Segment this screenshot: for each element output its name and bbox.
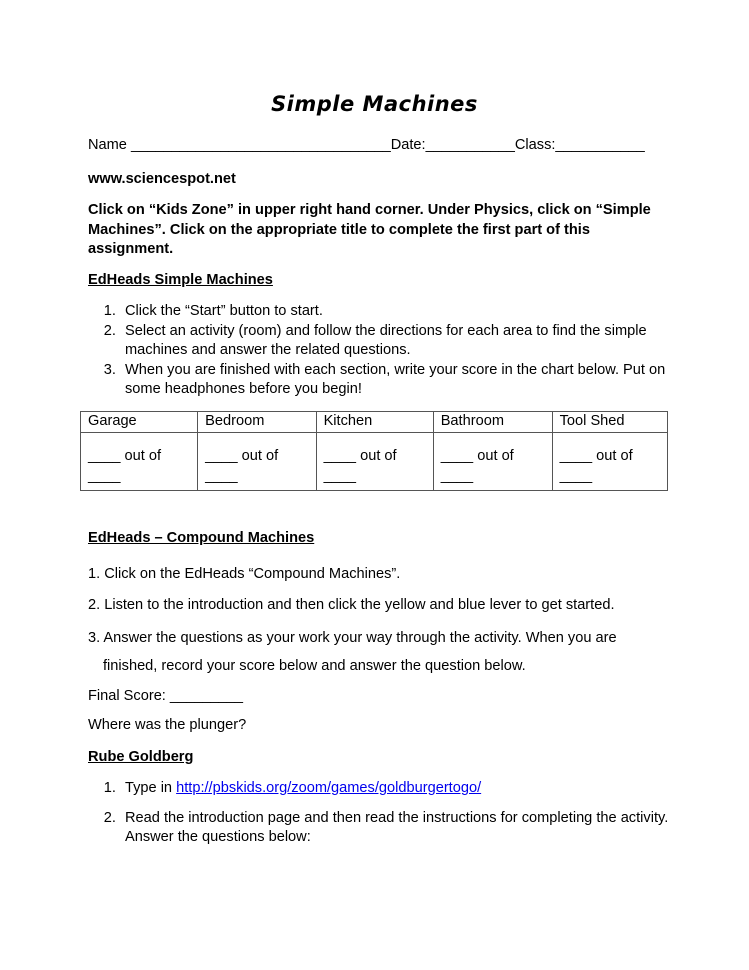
table-row (81, 433, 668, 491)
class-field[interactable]: Class:___________ (514, 137, 645, 153)
column-header-bedroom: Bedroom (198, 412, 316, 433)
rube-goldberg-steps (88, 779, 690, 848)
table-header-row (81, 412, 668, 433)
compound-step-3: 3. Answer the questions as your work your way through the activity. When you are (88, 630, 617, 646)
score-cell-tool-shed[interactable]: ____ out of ____ (552, 433, 667, 491)
list-item (120, 779, 690, 799)
heading-compound-machines: EdHeads – Compound Machines (88, 530, 315, 546)
list-item: 3. When you are finished with each section, write your score in the chart below. Put on some headphones before you begin! (120, 361, 690, 400)
intro-instructions: Click on “Kids Zone” in upper right hand corner. Under Physics, click on “Simple Machines”. Click on the appropriate title to complete the first part of this assignment. (88, 202, 651, 257)
page-title: Simple Machines (271, 92, 478, 116)
pbskids-link[interactable]: http://pbskids.org/zoom/games/goldburgertogo/ (176, 780, 482, 796)
list-item: 2. Select an activity (room) and follow the directions for each area to find the simple machines and answer the related questions. (120, 322, 690, 361)
header-line (88, 137, 645, 153)
plunger-question: Where was the plunger? (88, 717, 247, 733)
score-cell-bathroom[interactable]: ____ out of ____ (433, 433, 552, 491)
column-header-bathroom: Bathroom (433, 412, 552, 433)
compound-step-2: 2. Listen to the introduction and then click the yellow and blue lever to get started. (88, 597, 615, 613)
score-table (80, 411, 668, 491)
compound-step-3-continued: finished, record your score below and answer the question below. (103, 658, 526, 674)
list-item: 1. Click the “Start” button to start. (120, 302, 690, 322)
step-text: Type in (125, 780, 177, 796)
score-cell-garage[interactable]: ____ out of ____ (81, 433, 198, 491)
score-cell-bedroom[interactable]: ____ out of ____ (198, 433, 316, 491)
heading-edheads-simple-machines: EdHeads Simple Machines (88, 272, 273, 288)
column-header-kitchen: Kitchen (316, 412, 433, 433)
name-field[interactable]: Name ________________________________ (88, 137, 391, 153)
compound-step-1: 1. Click on the EdHeads “Compound Machines”. (88, 566, 401, 582)
column-header-tool-shed: Tool Shed (552, 412, 667, 433)
column-header-garage: Garage (81, 412, 198, 433)
list-item: 2. Read the introduction page and then read the instructions for completing the activity. Answer the questions below: (120, 809, 690, 848)
date-field[interactable]: Date:___________ (390, 137, 515, 153)
final-score-field[interactable]: Final Score: _________ (88, 688, 243, 704)
website-text: www.sciencespot.net (88, 171, 236, 187)
score-cell-kitchen[interactable]: ____ out of ____ (316, 433, 433, 491)
simple-machines-steps (88, 302, 690, 400)
heading-rube-goldberg: Rube Goldberg (88, 749, 194, 765)
